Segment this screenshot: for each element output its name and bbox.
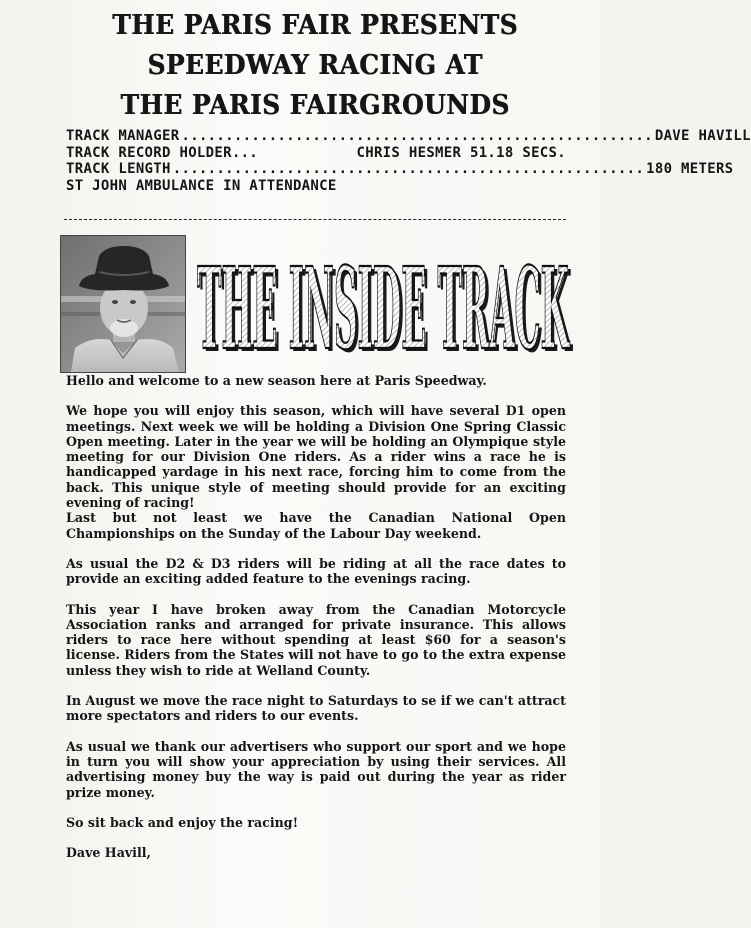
portrait-photo xyxy=(60,235,186,373)
dashed-divider xyxy=(64,219,566,220)
paragraph-3: Last but not least we have the Canadian National Open Championships on the Sunday of the Labour Day weekend. xyxy=(66,510,566,541)
paragraph-8: So sit back and enjoy the racing! xyxy=(66,814,299,830)
info-label: TRACK LENGTH xyxy=(66,161,171,177)
paragraph-1: Hello and welcome to a new season here at Paris Speedway. xyxy=(66,373,487,388)
paragraph-6: In August we move the race night to Saturdays to se if we can't attract more spectators and riders to our events. xyxy=(66,693,566,724)
inside-track-masthead xyxy=(194,244,574,378)
signature: Dave Havill, xyxy=(66,845,151,861)
masthead-title: THE INSIDE TRACK xyxy=(197,244,571,375)
info-label: TRACK RECORD HOLDER... xyxy=(66,144,259,161)
info-row-manager: TRACK MANAGER ...................................................... DAVE HAVILL xyxy=(66,128,751,144)
welcome-letter xyxy=(66,373,566,860)
header-line-3: THE PARIS FAIRGROUNDS xyxy=(120,90,510,121)
portrait-image xyxy=(61,236,185,372)
info-label: TRACK MANAGER xyxy=(66,128,180,144)
masthead-logo xyxy=(194,244,574,378)
info-row-record xyxy=(66,145,566,162)
info-row-length: TRACK LENGTH ...................................................... 180 METERS xyxy=(66,161,734,177)
masthead-shadow: THE INSIDE TRACK xyxy=(200,247,574,378)
info-row-ambulance xyxy=(66,178,566,195)
event-header xyxy=(60,6,570,126)
paragraph-2: We hope you will enjoy this season, which will have several D1 open meetings. Next week we will be holding a Division One Spring Classic Open meeting. Later in the year we will be holding an Olympique style meeting for our Division One riders. As a rider wins a race he is handicapped yardage in his next race, forcing him to come from the back. This unique style of meeting should provide for an exciting evening of racing! xyxy=(66,403,566,511)
paragraph-7: As usual we thank our advertisers who support our sport and we hope in turn you will show your appreciation by using their services. All advertising money buy the way is paid out during the year as rider prize money. xyxy=(66,738,566,800)
paragraph-4: As usual the D2 & D3 riders will be riding at all the race dates to provide an exciting added feature to the evenings racing. xyxy=(66,555,566,587)
paragraph-5: This year I have broken away from the Canadian Motorcycle Association ranks and arranged for private insurance. This allows riders to race here without spending at least $60 for a season's license. Riders from the States will not have to go to the extra expense unless they wish to ride at Welland County. xyxy=(66,601,567,678)
info-value: CHRIS HESMER 51.18 SECS. xyxy=(356,144,566,161)
header-line-1: THE PARIS FAIR PRESENTS xyxy=(112,10,518,41)
info-value: DAVE HAVILL xyxy=(654,128,751,144)
track-info xyxy=(66,128,751,194)
info-label: ST JOHN AMBULANCE IN ATTENDANCE xyxy=(66,177,337,194)
info-value: 180 METERS xyxy=(646,161,734,177)
header-line-2: SPEEDWAY RACING AT xyxy=(147,50,483,81)
